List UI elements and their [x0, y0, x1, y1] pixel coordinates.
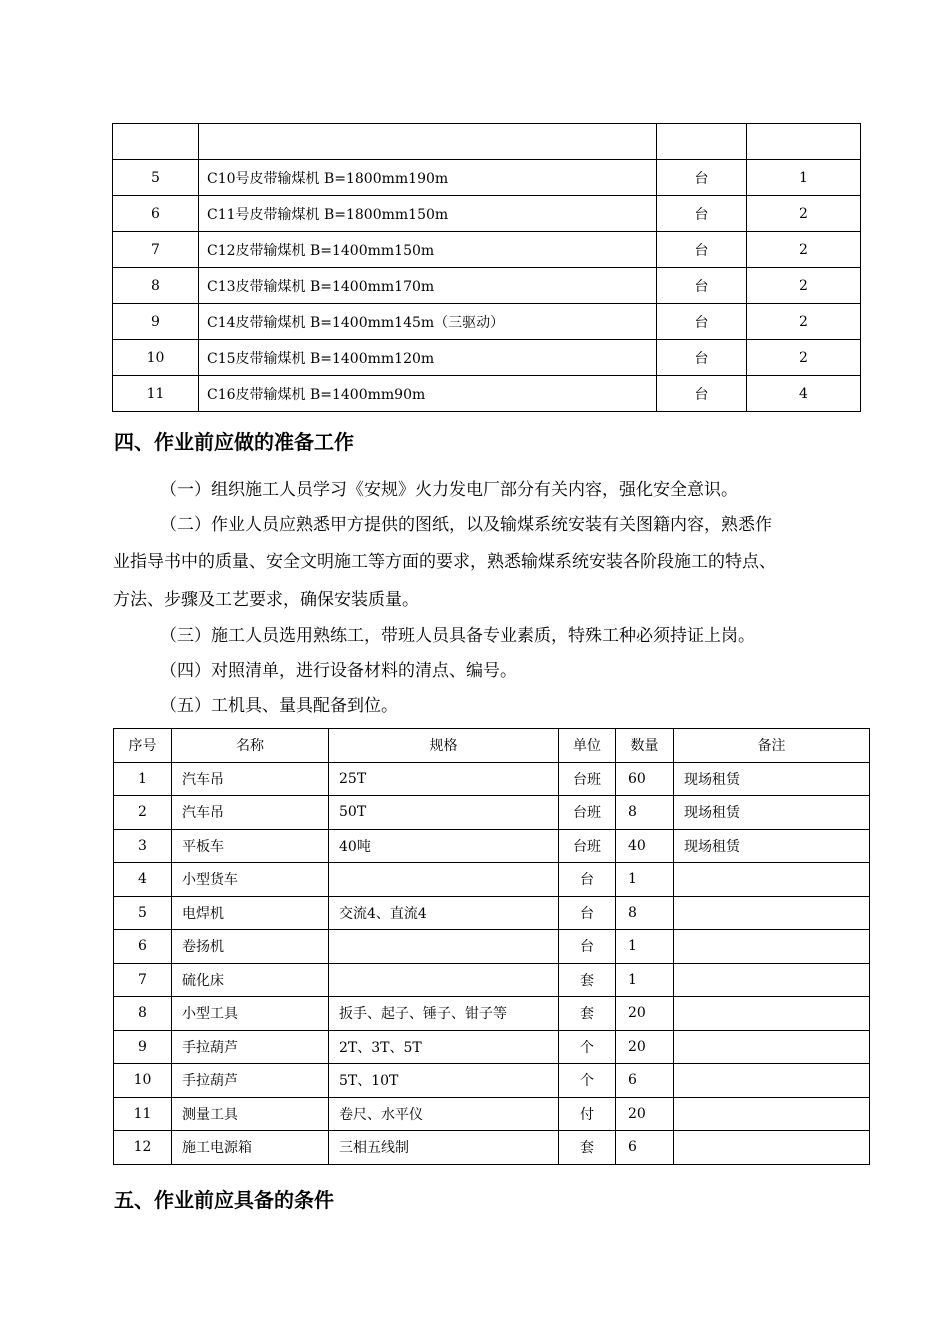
cell-unit: 台: [559, 896, 616, 930]
tools-table: [113, 728, 870, 1165]
cell-unit: 台: [657, 268, 747, 304]
cell-unit: 个: [559, 1064, 616, 1098]
cell-note: [674, 1131, 870, 1165]
table-row: [114, 896, 870, 930]
cell-name: C13皮带输煤机 B=1400mm170m: [199, 268, 657, 304]
cell-qty: 40: [616, 829, 674, 863]
cell-qty: 2: [747, 232, 861, 268]
cell-spec: 5T、10T: [329, 1064, 559, 1098]
cell-no: 8: [114, 997, 172, 1031]
cell-unit: 台: [657, 376, 747, 412]
cell-no: [113, 124, 199, 160]
cell-name: 硫化床: [172, 963, 329, 997]
paragraph-2-line-3: 方法、步骤及工艺要求，确保安装质量。: [113, 590, 419, 610]
table-row: [113, 160, 861, 196]
cell-qty: 20: [616, 1030, 674, 1064]
table-row: [114, 762, 870, 796]
cell-spec: 2T、3T、5T: [329, 1030, 559, 1064]
cell-qty: 6: [616, 1131, 674, 1165]
cell-no: 9: [113, 304, 199, 340]
cell-qty: 2: [747, 340, 861, 376]
cell-name: 汽车吊: [172, 796, 329, 830]
cell-no: 8: [113, 268, 199, 304]
cell-note: [674, 1030, 870, 1064]
cell-qty: 6: [616, 1064, 674, 1098]
cell-note: [674, 997, 870, 1031]
cell-qty: 2: [747, 196, 861, 232]
table-row: [113, 268, 861, 304]
cell-name: C16皮带输煤机 B=1400mm90m: [199, 376, 657, 412]
cell-no: 10: [113, 340, 199, 376]
cell-unit: 台: [657, 340, 747, 376]
cell-name: C14皮带输煤机 B=1400mm145m（三驱动）: [199, 304, 657, 340]
cell-name: 施工电源箱: [172, 1131, 329, 1165]
cell-name: 手拉葫芦: [172, 1030, 329, 1064]
cell-note: 现场租赁: [674, 829, 870, 863]
cell-no: 7: [114, 963, 172, 997]
cell-no: 6: [113, 196, 199, 232]
cell-spec: 40吨: [329, 829, 559, 863]
cell-no: 11: [114, 1097, 172, 1131]
cell-unit: 套: [559, 997, 616, 1031]
cell-name: 小型货车: [172, 863, 329, 897]
paragraph-3: （三）施工人员选用熟练工，带班人员具备专业素质，特殊工种必须持证上岗。: [160, 626, 755, 646]
cell-qty: 8: [616, 896, 674, 930]
table-row: [113, 340, 861, 376]
paragraph-2-line-1: （二）作业人员应熟悉甲方提供的图纸，以及输煤系统安装有关图籍内容，熟悉作: [160, 515, 772, 535]
cell-spec: 扳手、起子、锤子、钳子等: [329, 997, 559, 1031]
cell-spec: 交流4、直流4: [329, 896, 559, 930]
table-row: [113, 304, 861, 340]
paragraph-1: （一）组织施工人员学习《安规》火力发电厂部分有关内容，强化安全意识。: [160, 480, 738, 500]
cell-qty: 20: [616, 1097, 674, 1131]
cell-name: 汽车吊: [172, 762, 329, 796]
section-4-heading: 四、作业前应做的准备工作: [114, 430, 354, 454]
cell-unit: 台班: [559, 796, 616, 830]
cell-no: 10: [114, 1064, 172, 1098]
header-unit: 单位: [559, 729, 616, 763]
cell-spec: [329, 930, 559, 964]
cell-name: 小型工具: [172, 997, 329, 1031]
cell-no: 9: [114, 1030, 172, 1064]
cell-unit: 套: [559, 1131, 616, 1165]
cell-unit: 台班: [559, 762, 616, 796]
cell-name: C11号皮带输煤机 B=1800mm150m: [199, 196, 657, 232]
cell-qty: 1: [616, 930, 674, 964]
cell-spec: [329, 963, 559, 997]
header-qty: 数量: [616, 729, 674, 763]
cell-no: 11: [113, 376, 199, 412]
table-row: [114, 1030, 870, 1064]
cell-no: 6: [114, 930, 172, 964]
cell-note: [674, 930, 870, 964]
cell-note: 现场租赁: [674, 796, 870, 830]
cell-note: [674, 963, 870, 997]
cell-no: 5: [114, 896, 172, 930]
cell-qty: 1: [616, 863, 674, 897]
cell-note: [674, 1097, 870, 1131]
cell-name: C12皮带输煤机 B=1400mm150m: [199, 232, 657, 268]
header-note: 备注: [674, 729, 870, 763]
paragraph-5: （五）工机具、量具配备到位。: [160, 696, 398, 716]
cell-unit: 台: [657, 232, 747, 268]
paragraph-4: （四）对照清单，进行设备材料的清点、编号。: [160, 661, 517, 681]
cell-unit: 台: [559, 863, 616, 897]
cell-no: 4: [114, 863, 172, 897]
cell-no: 7: [113, 232, 199, 268]
cell-unit: 付: [559, 1097, 616, 1131]
header-spec: 规格: [329, 729, 559, 763]
cell-unit: 台: [559, 930, 616, 964]
table-row: [113, 124, 861, 160]
table-row: [114, 863, 870, 897]
cell-unit: 台班: [559, 829, 616, 863]
cell-spec: 卷尺、水平仪: [329, 1097, 559, 1131]
header-name: 名称: [172, 729, 329, 763]
table-row: [113, 196, 861, 232]
table-row: [114, 829, 870, 863]
cell-unit: 个: [559, 1030, 616, 1064]
equipment-table: [112, 123, 861, 412]
table-row: [113, 232, 861, 268]
cell-name: 电焊机: [172, 896, 329, 930]
section-5-heading: 五、作业前应具备的条件: [114, 1188, 334, 1212]
cell-spec: 25T: [329, 762, 559, 796]
cell-unit: 台: [657, 304, 747, 340]
cell-no: 3: [114, 829, 172, 863]
cell-name: C15皮带输煤机 B=1400mm120m: [199, 340, 657, 376]
table-row: [114, 1097, 870, 1131]
cell-no: 2: [114, 796, 172, 830]
cell-qty: 20: [616, 997, 674, 1031]
cell-unit: 套: [559, 963, 616, 997]
cell-qty: 8: [616, 796, 674, 830]
cell-no: 5: [113, 160, 199, 196]
cell-spec: 三相五线制: [329, 1131, 559, 1165]
cell-spec: 50T: [329, 796, 559, 830]
cell-qty: 1: [747, 160, 861, 196]
cell-name: 手拉葫芦: [172, 1064, 329, 1098]
table-row: [114, 1131, 870, 1165]
cell-no: 1: [114, 762, 172, 796]
table-header-row: [114, 729, 870, 763]
cell-qty: 2: [747, 304, 861, 340]
cell-qty: 60: [616, 762, 674, 796]
table-row: [114, 997, 870, 1031]
cell-no: 12: [114, 1131, 172, 1165]
table-row: [113, 376, 861, 412]
table-row: [114, 1064, 870, 1098]
cell-name: 卷扬机: [172, 930, 329, 964]
cell-qty: 1: [616, 963, 674, 997]
cell-note: [674, 863, 870, 897]
cell-spec: [329, 863, 559, 897]
paragraph-2-line-2: 业指导书中的质量、安全文明施工等方面的要求，熟悉输煤系统安装各阶段施工的特点、: [113, 552, 776, 572]
cell-name: 测量工具: [172, 1097, 329, 1131]
table-row: [114, 930, 870, 964]
cell-unit: [657, 124, 747, 160]
cell-unit: 台: [657, 160, 747, 196]
cell-qty: [747, 124, 861, 160]
cell-unit: 台: [657, 196, 747, 232]
cell-qty: 2: [747, 268, 861, 304]
table-row: [114, 963, 870, 997]
table-row: [114, 796, 870, 830]
cell-name: C10号皮带输煤机 B=1800mm190m: [199, 160, 657, 196]
cell-note: [674, 1064, 870, 1098]
cell-name: [199, 124, 657, 160]
cell-qty: 4: [747, 376, 861, 412]
cell-note: 现场租赁: [674, 762, 870, 796]
cell-note: [674, 896, 870, 930]
header-no: 序号: [114, 729, 172, 763]
cell-name: 平板车: [172, 829, 329, 863]
